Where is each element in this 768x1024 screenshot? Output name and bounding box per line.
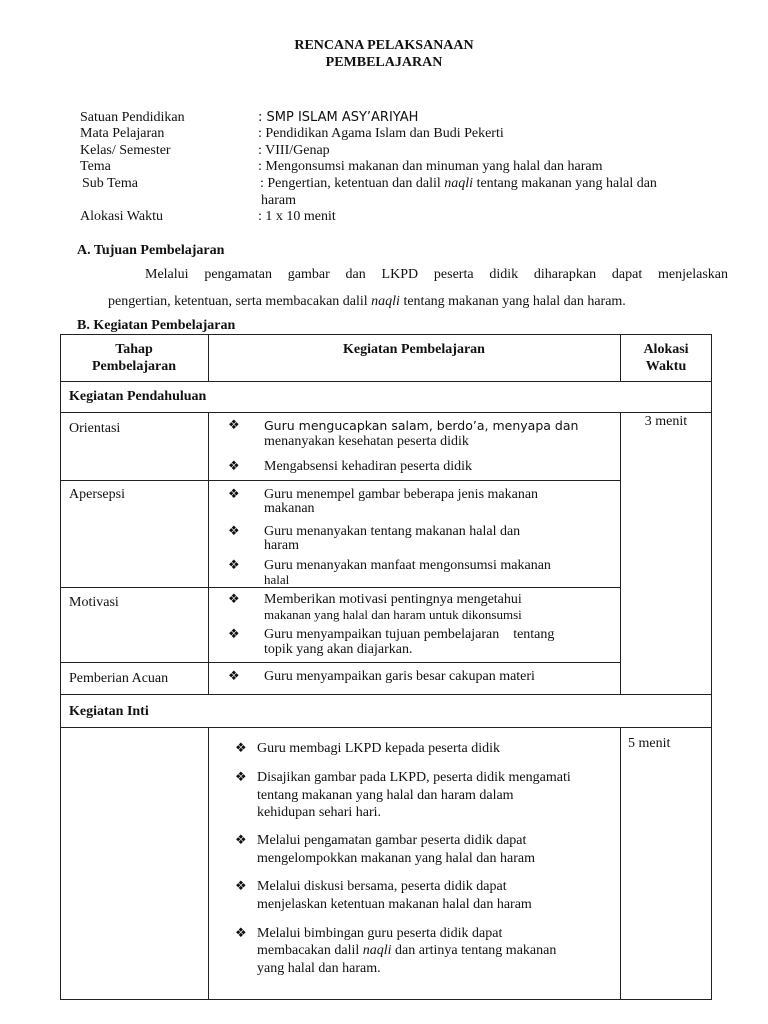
bullet-icon: ❖	[235, 769, 247, 784]
stage-apersepsi: Apersepsi	[69, 487, 125, 502]
row-divider	[60, 662, 620, 663]
inti-item-4-line1: Melalui diskusi bersama, peserta didik dapat	[257, 879, 507, 894]
stage-orientasi: Orientasi	[69, 421, 121, 436]
row-divider	[60, 694, 712, 695]
inti-item-5-line2: membacakan dalil naqli dan artinya tentang makanan	[257, 943, 557, 958]
inti-item-3-line1: Melalui pengamatan gambar peserta didik dapat	[257, 833, 527, 848]
bullet-icon: ❖	[235, 925, 247, 940]
pendahuluan-time: 3 menit	[644, 414, 688, 429]
section-a-para-line1: Melalui pengamatan gambar dan LKPD peserta didik diharapkan dapat menjelaskan	[145, 267, 728, 282]
orientasi-item-2: Mengabsensi kehadiran peserta didik	[264, 459, 472, 474]
col-divider	[620, 412, 621, 695]
section-a-para-line2: pengertian, ketentuan, serta membacakan dalil naqli tentang makanan yang halal dan haram.	[108, 294, 626, 309]
stage-acuan: Pemberian Acuan	[69, 671, 169, 686]
orientasi-item-1-line2: menanyakan kesehatan peserta didik	[264, 434, 469, 449]
bullet-icon: ❖	[235, 878, 247, 893]
inti-item-5-line3: yang halal dan haram.	[257, 961, 381, 976]
identity-value: : 1 x 10 menit	[258, 209, 336, 224]
identity-value: : Mengonsumsi makanan dan minuman yang halal dan haram	[258, 159, 603, 174]
row-divider	[60, 727, 712, 728]
identity-value: : SMP ISLAM ASY’ARIYAH	[258, 110, 419, 125]
identity-label: Tema	[80, 159, 111, 174]
inti-item-2-line3: kehidupan sehari hari.	[257, 805, 382, 820]
inti-item-4-line2: menjelaskan ketentuan makanan halal dan haram	[257, 897, 532, 912]
header-alokasi-line2: Waktu	[645, 359, 687, 374]
identity-value: : Pendidikan Agama Islam dan Budi Pekerti	[258, 126, 504, 141]
stage-motivasi: Motivasi	[69, 595, 119, 610]
bullet-icon: ❖	[235, 832, 247, 847]
bullet-icon: ❖	[228, 668, 240, 683]
header-alokasi-line1: Alokasi	[643, 342, 689, 357]
document-title-line2: PEMBELAJARAN	[325, 55, 443, 70]
section-a-heading: A. Tujuan Pembelajaran	[77, 243, 225, 258]
header-kegiatan: Kegiatan Pembelajaran	[343, 342, 485, 357]
identity-value-cont: haram	[261, 193, 296, 208]
identity-label: Alokasi Waktu	[80, 209, 163, 224]
inti-item-5-line1: Melalui bimbingan guru peserta didik dapat	[257, 926, 503, 941]
identity-label: Satuan Pendidikan	[80, 110, 185, 125]
orientasi-item-1-line1: Guru mengucapkan salam, berdo’a, menyapa dan	[264, 418, 579, 433]
inti-time: 5 menit	[628, 736, 671, 751]
bullet-icon: ❖	[228, 486, 240, 501]
header-tahap-line2: Pembelajaran	[92, 359, 176, 374]
inti-item-3-line2: mengelompokkan makanan yang halal dan haram	[257, 851, 535, 866]
motivasi-item-2-line2: topik yang akan diajarkan.	[264, 642, 413, 657]
bullet-icon: ❖	[228, 417, 240, 432]
apersepsi-item-2-line1: Guru menanyakan tentang makanan halal dan	[264, 524, 521, 539]
inti-title: Kegiatan Inti	[69, 704, 149, 719]
row-divider	[60, 412, 712, 413]
apersepsi-item-2-line2: haram	[264, 538, 299, 553]
bullet-icon: ❖	[228, 458, 240, 473]
section-b-heading: B. Kegiatan Pembelajaran	[77, 318, 236, 333]
apersepsi-item-3-line2: halal	[264, 572, 290, 587]
row-divider	[60, 587, 620, 588]
motivasi-item-1-line1: Memberikan motivasi pentingnya mengetahui	[264, 592, 522, 607]
identity-label: Sub Tema	[82, 176, 138, 191]
bullet-icon: ❖	[235, 740, 247, 755]
identity-value: : Pengertian, ketentuan dan dalil naqli tentang makanan yang halal dan	[260, 176, 657, 191]
identity-label: Kelas/ Semester	[80, 143, 171, 158]
inti-item-2-line2: tentang makanan yang halal dan haram dalam	[257, 788, 514, 803]
bullet-icon: ❖	[228, 557, 240, 572]
bullet-icon: ❖	[228, 523, 240, 538]
identity-value: : VIII/Genap	[258, 143, 330, 158]
bullet-icon: ❖	[228, 626, 240, 641]
apersepsi-item-3-line1: Guru menanyakan manfaat mengonsumsi makanan	[264, 558, 551, 573]
motivasi-item-2-line1: Guru menyampaikan tujuan pembelajaran tentang	[264, 627, 555, 642]
apersepsi-item-1-line1: Guru menempel gambar beberapa jenis makanan	[264, 487, 539, 502]
motivasi-item-1-line2: makanan yang halal dan haram untuk dikonsumsi	[264, 607, 522, 622]
inti-item-2-line1: Disajikan gambar pada LKPD, peserta didik mengamati	[257, 770, 571, 785]
bullet-icon: ❖	[228, 591, 240, 606]
col-divider	[620, 727, 621, 1000]
document-title-line1: RENCANA PELAKSANAAN	[294, 38, 474, 53]
header-tahap-line1: Tahap	[115, 342, 153, 357]
acuan-item-1: Guru menyampaikan garis besar cakupan materi	[264, 669, 535, 684]
col-divider	[208, 412, 209, 695]
apersepsi-item-1-line2: makanan	[264, 501, 315, 516]
inti-item-1: Guru membagi LKPD kepada peserta didik	[257, 741, 500, 756]
col-divider	[208, 727, 209, 1000]
identity-label: Mata Pelajaran	[80, 126, 165, 141]
pendahuluan-title: Kegiatan Pendahuluan	[69, 389, 207, 404]
row-divider	[60, 381, 712, 382]
row-divider	[60, 480, 620, 481]
